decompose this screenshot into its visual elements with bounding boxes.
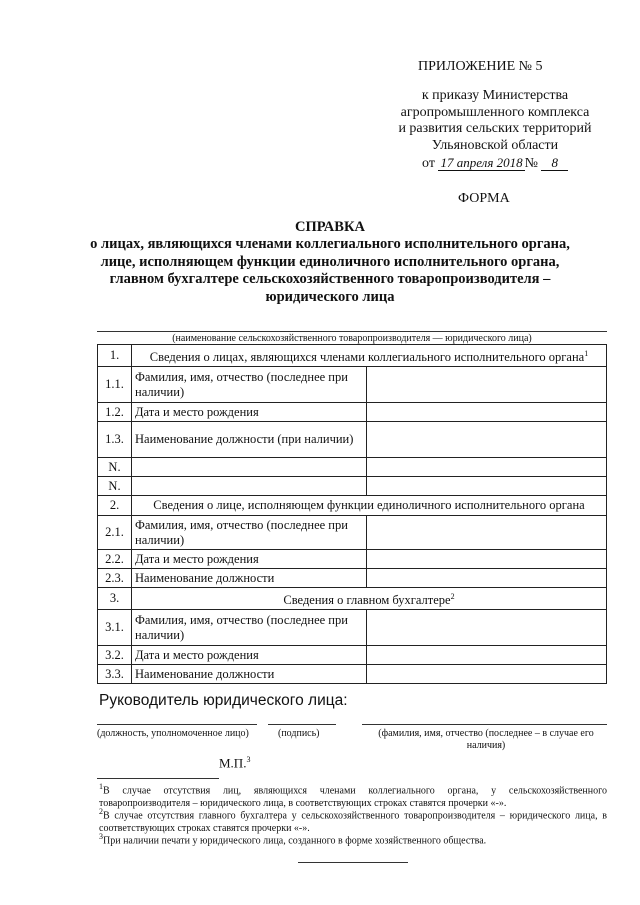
subtitle-line-2: лице, исполняющем функции единоличного исполнительного органа, (100, 253, 560, 270)
footnote-ref: 2 (450, 592, 455, 602)
order-line-1: к приказу Министерства (421, 88, 569, 103)
date-handwritten: 17 апреля 2018 (440, 155, 523, 170)
position-caption: (должность, уполномоченное лицо) (97, 728, 249, 739)
signature-heading: Руководитель юридического лица: (99, 692, 348, 709)
footnote-text: В случае отсутствия лиц, являющихся членами коллегиального органа, у сельскохозяйственного товаропроизводителя – юридического лица, в соответствующих строках ставятся прочерки «-». (99, 785, 607, 809)
row-label: Дата и место рождения (132, 550, 367, 569)
number-prefix: № (524, 156, 538, 171)
info-table (97, 344, 607, 684)
row-number: N. (98, 458, 132, 477)
org-name-line (97, 331, 607, 332)
row-number: 3. (98, 588, 132, 610)
order-date-line (380, 155, 610, 173)
table-row (98, 610, 607, 646)
footnote-ref: 2 (99, 807, 103, 816)
row-number: 1.2. (98, 403, 132, 422)
sign-line[interactable] (268, 724, 336, 725)
table-row (98, 569, 607, 588)
order-reference (380, 88, 610, 173)
table-row (98, 403, 607, 422)
subtitle-line-1: о лицах, являющихся членами коллегиального исполнительного органа, (90, 236, 570, 252)
row-label: Фамилия, имя, отчество (последнее при наличии) (132, 610, 367, 646)
footnote-separator (97, 778, 219, 779)
section-title: Сведения о лице, исполняющем функции единоличного исполнительного органа (132, 496, 607, 516)
section-title-text: Сведения о лицах, являющихся членами коллегиального исполнительного органа (149, 350, 585, 365)
subtitle-line-3: главном бухгалтере сельскохозяйственного товаропроизводителя – (109, 271, 551, 287)
row-number: 2.1. (98, 516, 132, 550)
section-title-text: Сведения о главном бухгалтере (283, 593, 451, 608)
footnote-text: В случае отсутствия главного бухгалтера у сельскохозяйственного товаропроизводителя – юридического лица, в соответствующих строках ставятся прочерки «-». (99, 810, 607, 834)
row-number: 3.3. (98, 665, 132, 684)
org-name-caption: (наименование сельскохозяйственного товаропроизводителя — юридического лица) (172, 333, 532, 344)
row-number: 3.1. (98, 610, 132, 646)
stamp-place (219, 755, 250, 771)
value-cell[interactable] (367, 477, 607, 496)
section-title (132, 588, 607, 610)
row-number: 1.3. (98, 422, 132, 458)
row-number: 2.2. (98, 550, 132, 569)
sign-caption: (подпись) (278, 728, 320, 739)
table-row (98, 367, 607, 403)
order-line-2: агропромышленного комплекса (400, 104, 590, 120)
row-number: N. (98, 477, 132, 496)
row-label (132, 458, 367, 477)
document-subtitle (70, 236, 590, 306)
document-title: СПРАВКА (295, 219, 365, 235)
section-1-row (98, 345, 607, 367)
value-cell[interactable] (367, 646, 607, 665)
table-row (98, 422, 607, 458)
value-cell[interactable] (367, 569, 607, 588)
table-row (98, 665, 607, 684)
order-line-4: Ульяновской области (431, 137, 559, 153)
row-label: Наименование должности (132, 665, 367, 684)
row-number: 1. (98, 345, 132, 367)
subtitle-line-4: юридического лица (265, 288, 395, 305)
section-2-row (98, 496, 607, 516)
row-label: Дата и место рождения (132, 646, 367, 665)
section-3-row (98, 588, 607, 610)
value-cell[interactable] (367, 665, 607, 684)
stamp-text: М.П. (219, 755, 247, 771)
value-cell[interactable] (367, 550, 607, 569)
section-title (132, 345, 607, 367)
table-row (98, 646, 607, 665)
row-number: 2. (98, 496, 132, 516)
name-line[interactable] (362, 724, 607, 725)
order-line-3: и развития сельских территорий (398, 121, 592, 136)
footnote-ref: 3 (246, 755, 251, 764)
row-label: Фамилия, имя, отчество (последнее при наличии) (132, 516, 367, 550)
footnote-ref: 1 (584, 349, 589, 358)
footnote-3 (99, 831, 607, 848)
appendix-title: ПРИЛОЖЕНИЕ № 5 (418, 59, 543, 74)
value-cell[interactable] (367, 458, 607, 477)
table-row (98, 550, 607, 569)
value-cell[interactable] (367, 610, 607, 646)
end-line (298, 862, 408, 863)
number-handwritten: 8 (541, 155, 568, 171)
table-row (98, 516, 607, 550)
table-row (98, 477, 607, 496)
table-row (98, 458, 607, 477)
value-cell[interactable] (367, 516, 607, 550)
row-label (132, 477, 367, 496)
row-label: Наименование должности (132, 569, 367, 588)
form-label: ФОРМА (458, 191, 510, 206)
row-number: 2.3. (98, 569, 132, 588)
footnote-text: При наличии печати у юридического лица, созданного в форме хозяйственного общества. (103, 835, 487, 847)
row-label: Фамилия, имя, отчество (последнее при наличии) (132, 367, 367, 403)
name-caption: (фамилия, имя, отчество (последнее – в случае его наличия) (378, 728, 594, 751)
row-label: Наименование должности (при наличии) (132, 422, 367, 458)
footnote-ref: 3 (99, 832, 103, 841)
row-number: 1.1. (98, 367, 132, 403)
date-prefix: от (422, 156, 435, 171)
footnote-ref: 1 (99, 782, 103, 791)
value-cell[interactable] (367, 367, 607, 403)
position-line[interactable] (97, 724, 257, 725)
row-number: 3.2. (98, 646, 132, 665)
value-cell[interactable] (367, 422, 607, 458)
row-label: Дата и место рождения (132, 403, 367, 422)
value-cell[interactable] (367, 403, 607, 422)
